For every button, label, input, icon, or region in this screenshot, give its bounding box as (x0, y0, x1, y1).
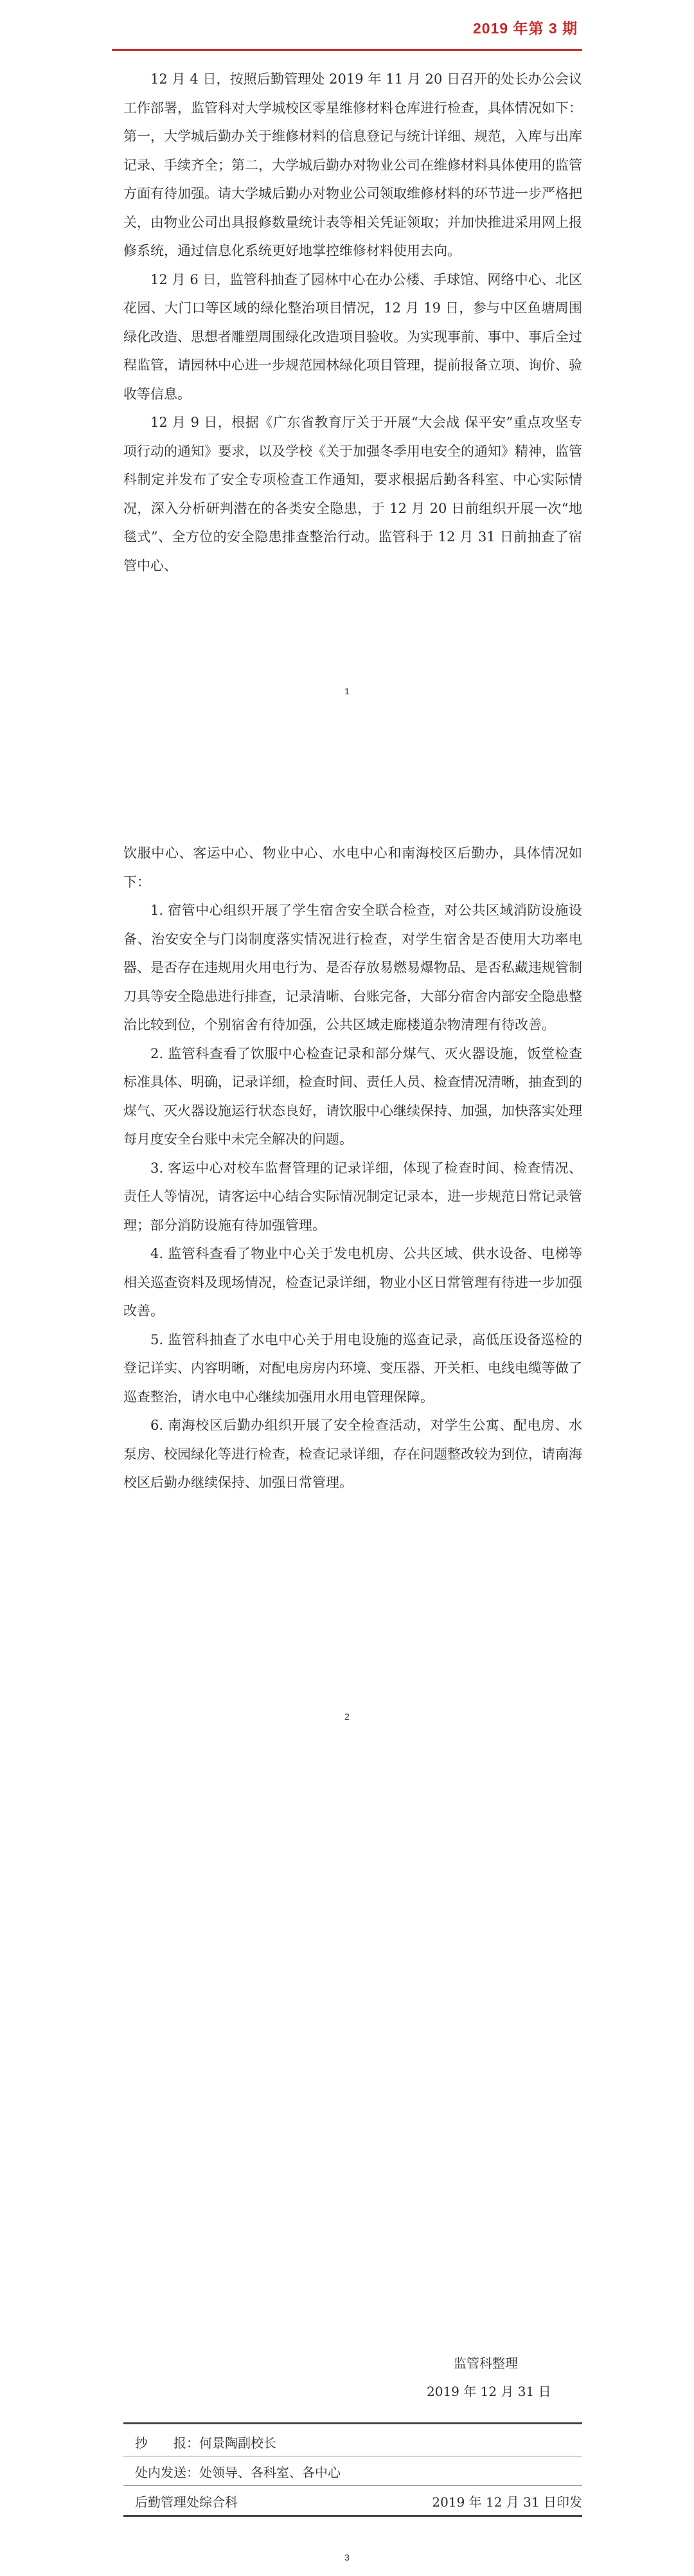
issuer-name: 后勤管理处综合科 (135, 2494, 238, 2510)
internal-label: 处内发送： (135, 2465, 199, 2480)
page2-body (123, 839, 582, 1497)
cc-label: 抄 报： (135, 2435, 199, 2451)
internal-line (135, 2462, 341, 2481)
page-number: 2 (344, 1711, 350, 1722)
list-item: 3. 客运中心对校车监督管理的记录详细，体现了检查时间、检查情况、责任人等情况，请客运中心结合实际情况制定记录本，进一步规范日常记录管理；部分消防设施有待加强管理。 (123, 1160, 582, 1233)
page-number: 3 (344, 2552, 350, 2562)
footer-rule-top (123, 2422, 582, 2424)
list-item: 1. 宿管中心组织开展了学生宿舍安全联合检查，对公共区域消防设施设备、治安安全与门岗制度落实情况进行检查，对学生宿舍是否使用大功率电器、是否存在违规用火用电行为、是否存放易燃易爆物品、是否私藏违规管制刀具等安全隐患进行排查，记录清晰、台账完备，大部分宿舍内部安全隐患整治比较到位，个别宿舍有待加强，公共区域走廊楼道杂物清理有待改善。 (123, 903, 582, 1032)
list-item: 4. 监管科查看了物业中心关于发电机房、公共区域、供水设备、电梯等相关巡查资料及现场情况，检查记录详细，物业小区日常管理有待进一步加强改善。 (123, 1246, 582, 1319)
list-item: 5. 监管科抽查了水电中心关于用电设施的巡查记录，高低压设备巡检的登记详实、内容明晰，对配电房房内环境、变压器、开关柜、电线电缆等做了巡查整治，请水电中心继续加强用水用电管理保障。 (123, 1331, 582, 1405)
cc-row (135, 2433, 582, 2451)
internal-value: 处领导、各科室、各中心 (199, 2465, 341, 2480)
page1-body (123, 65, 582, 580)
list-item: 6. 南海校区后勤办组织开展了安全检查活动，对学生公寓、配电房、水泵房、校园绿化等进行检查，检查记录详细，存在问题整改较为到位，请南海校区后勤办继续保持、加强日常管理。 (123, 1418, 582, 1490)
cc-line (135, 2433, 276, 2451)
footer-rule (123, 2485, 582, 2486)
footer-rule-bottom (123, 2515, 582, 2517)
list-item: 2. 监管科查看了饮服中心检查记录和部分煤气、灭火器设施，饭堂检查标准具体、明确，记录详细，检查时间、责任人员、检查情况清晰，抽查到的煤气、灭火器设施运行状态良好，请饮服中心继续保持、加强，加快落实处理每月度安全台账中未完全解决的问题。 (123, 1045, 582, 1147)
issue-label: 2019 年第 3 期 (473, 20, 578, 37)
header-rule (112, 49, 582, 51)
issuer-date: 2019 年 12 月 31 日印发 (432, 2494, 582, 2510)
cc-value: 何景陶副校长 (199, 2435, 276, 2451)
internal-row (135, 2462, 582, 2481)
page-number: 1 (344, 686, 350, 696)
paragraph: 12 月 9 日，根据《广东省教育厅关于开展“大会战 保平安”重点攻坚专项行动的通知》要求，以及学校《关于加强冬季用电安全的通知》精神，监管科制定并发布了安全专项检查工作通知，要求根据后勤各科室、中心实际情况，深入分析研判潜在的各类安全隐患，于 12 月 20 日前组织开展一次“地毯式”、全方位的安全隐患排查整治行动。监管科于 12 月 31 日前抽查了宿管中心、 (123, 415, 582, 573)
paragraph: 12 月 6 日，监管科抽查了园林中心在办公楼、手球馆、网络中心、北区花园、大门口等区域的绿化整治项目情况，12 月 19 日，参与中区鱼塘周围绿化改造、思想者雕塑周围绿化改造项目验收。为实现事前、事中、事后全过程监管，请园林中心进一步规范园林绿化项目管理，提前报备立项、询价、验收等信息。 (123, 271, 582, 402)
signature-org: 监管科整理 (454, 2355, 518, 2371)
paragraph: 12 月 4 日，按照后勤管理处 2019 年 11 月 20 日召开的处长办公会议工作部署，监管科对大学城校区零星维修材料仓库进行检查，具体情况如下：第一，大学城后勤办关于维修材料的信息登记与统计详细、规范，入库与出库记录、手续齐全；第二，大学城后勤办对物业公司在维修材料具体使用的监管方面有待加强。请大学城后勤办对物业公司领取维修材料的环节进一步严格把关，由物业公司出具报修数量统计表等相关凭证领取；并加快推进采用网上报修系统，通过信息化系统更好地掌控维修材料使用去向。 (123, 71, 582, 258)
signature-date: 2019 年 12 月 31 日 (427, 2384, 551, 2399)
paragraph: 饮服中心、客运中心、物业中心、水电中心和南海校区后勤办，具体情况如下： (123, 845, 582, 890)
issuer-row (135, 2492, 582, 2510)
